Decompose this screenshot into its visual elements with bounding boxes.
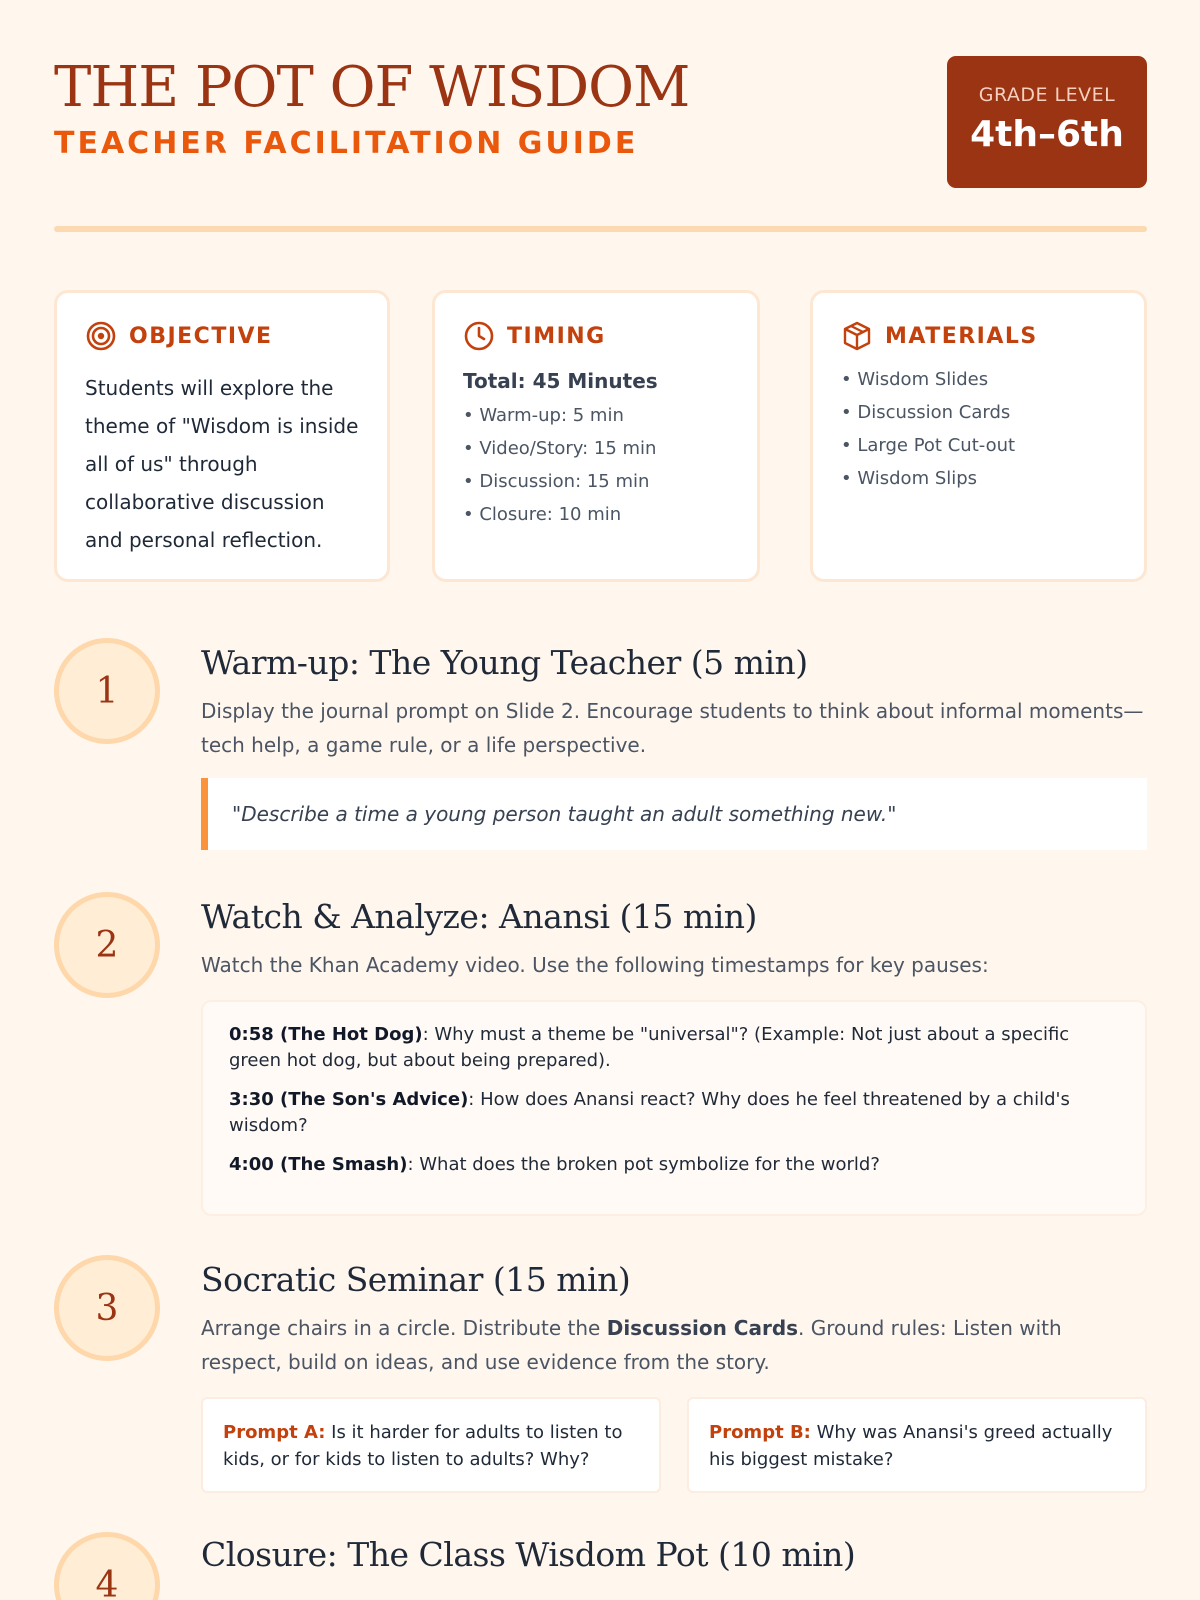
step-content bbox=[201, 642, 1147, 850]
step-description: Display the journal prompt on Slide 2. Encourage students to think about informal moments—tech help, a game rule, or a life perspective. bbox=[201, 699, 1144, 757]
timestamp-label: 0:58 (The Hot Dog) bbox=[229, 1024, 423, 1045]
prompt-text: Is it harder for adults to listen to kids, or for kids to listen to adults? Why? bbox=[223, 1422, 623, 1470]
step-title: Watch & Analyze: Anansi (15 min) bbox=[201, 897, 757, 936]
list-item: • Wisdom Slides bbox=[841, 363, 1118, 396]
timestamp-item bbox=[229, 1022, 1119, 1074]
timestamp-label: 3:30 (The Son's Advice) bbox=[229, 1089, 469, 1110]
objective-title: OBJECTIVE bbox=[129, 323, 273, 349]
list-item: • Discussion: 15 min bbox=[463, 465, 731, 498]
step-1 bbox=[54, 638, 1147, 848]
target-icon bbox=[85, 320, 117, 352]
page-title: THE POT OF WISDOM bbox=[54, 55, 690, 120]
timing-card bbox=[432, 290, 760, 582]
list-item: • Discussion Cards bbox=[841, 396, 1118, 429]
page-subtitle: TEACHER FACILITATION GUIDE bbox=[54, 126, 639, 161]
step-description: Watch the Khan Academy video. Use the following timestamps for key pauses: bbox=[201, 953, 989, 977]
discussion-prompts bbox=[201, 1397, 1147, 1493]
step-content bbox=[201, 1259, 1147, 1493]
prompt-b-card bbox=[687, 1397, 1147, 1493]
step-title: Closure: The Class Wisdom Pot (10 min) bbox=[201, 1535, 856, 1574]
timestamp-text: : How does Anansi react? Why does he feel threatened by a child's wisdom? bbox=[229, 1089, 1070, 1136]
step-2 bbox=[54, 892, 1147, 1222]
timestamp-item bbox=[229, 1087, 1119, 1139]
step-number: 2 bbox=[54, 892, 160, 998]
header bbox=[54, 56, 1147, 190]
objective-card-header bbox=[85, 319, 361, 353]
step-number: 3 bbox=[54, 1255, 160, 1361]
timestamp-text: : What does the broken pot symbolize for the world? bbox=[407, 1154, 880, 1175]
materials-list bbox=[841, 363, 1118, 495]
timing-card-header bbox=[463, 319, 731, 353]
list-item: • Wisdom Slips bbox=[841, 462, 1118, 495]
header-divider bbox=[54, 226, 1147, 232]
step-4 bbox=[54, 1532, 1147, 1600]
timestamps-box bbox=[201, 1000, 1147, 1216]
step-3 bbox=[54, 1255, 1147, 1495]
prompt-label: Prompt B: bbox=[709, 1422, 811, 1443]
timing-list bbox=[463, 399, 731, 531]
clock-icon bbox=[463, 320, 495, 352]
timing-total: Total: 45 Minutes bbox=[463, 369, 658, 393]
step-content bbox=[201, 1534, 1147, 1576]
list-item: • Video/Story: 15 min bbox=[463, 432, 731, 465]
journal-prompt-quote: "Describe a time a young person taught an adult something new." bbox=[201, 778, 1147, 850]
objective-card bbox=[54, 290, 390, 582]
step-content bbox=[201, 896, 1147, 1216]
grade-level-value: 4th–6th bbox=[970, 114, 1124, 155]
grade-level-badge bbox=[947, 56, 1147, 188]
step-number: 1 bbox=[54, 638, 160, 744]
info-cards bbox=[54, 290, 1147, 582]
objective-text: Students will explore the theme of "Wisdom is inside all of us" through collaborative discussion and personal reflection. bbox=[85, 376, 359, 552]
materials-card bbox=[810, 290, 1147, 582]
timestamp-text: : Why must a theme be "universal"? (Example: Not just about a specific green hot dog, but about being prepared). bbox=[229, 1024, 1070, 1071]
prompt-a-card bbox=[201, 1397, 661, 1493]
prompt-text: Why was Anansi's greed actually his biggest mistake? bbox=[709, 1422, 1113, 1470]
materials-title: MATERIALS bbox=[885, 323, 1038, 349]
step-title: Warm-up: The Young Teacher (5 min) bbox=[201, 643, 808, 682]
discussion-cards-emphasis: Discussion Cards bbox=[606, 1316, 799, 1340]
box-icon bbox=[841, 320, 873, 352]
step-description-text: Arrange chairs in a circle. Distribute the bbox=[201, 1316, 607, 1340]
materials-card-header bbox=[841, 319, 1118, 353]
step-description-text: . Ground rules: Listen with respect, build on ideas, and use evidence from the story. bbox=[201, 1316, 1062, 1374]
timestamp-label: 4:00 (The Smash) bbox=[229, 1154, 408, 1175]
grade-level-label: GRADE LEVEL bbox=[978, 84, 1116, 106]
list-item: • Large Pot Cut-out bbox=[841, 429, 1118, 462]
step-number: 4 bbox=[54, 1532, 160, 1600]
list-item: • Warm-up: 5 min bbox=[463, 399, 731, 432]
step-title: Socratic Seminar (15 min) bbox=[201, 1260, 631, 1299]
timing-title: TIMING bbox=[507, 323, 606, 349]
step-description bbox=[201, 1311, 1147, 1379]
timestamp-item bbox=[229, 1152, 1119, 1178]
prompt-label: Prompt A: bbox=[223, 1422, 326, 1443]
list-item: • Closure: 10 min bbox=[463, 498, 731, 531]
